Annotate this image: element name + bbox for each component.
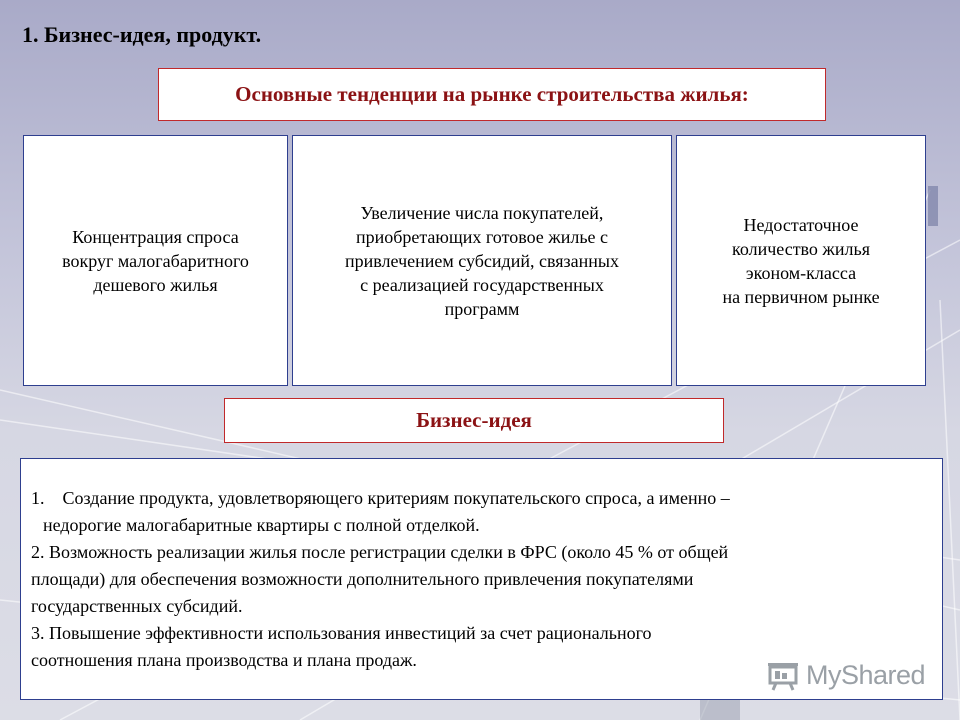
business-idea-label: Бизнес-идея (416, 408, 532, 432)
trend-box-buyers (292, 135, 672, 386)
presentation-screen-icon (766, 659, 800, 691)
list-item-3-line-2: соотношения плана производства и плана продаж. (31, 650, 417, 670)
list-item-1-line-1 (31, 485, 932, 512)
slide-title: 1. Бизнес-идея, продукт. (22, 22, 262, 47)
list-item-1-line-2: недорогие малогабаритные квартиры с полной отделкой. (43, 515, 480, 535)
trend-text-shortage: Недостаточное количество жилья эконом-класса на первичном рынке (722, 214, 880, 307)
business-idea-label-box (224, 398, 724, 443)
trend-text-buyers: Увеличение числа покупателей, приобретающих готовое жилье с привлечением субсидий, связанных с реализацией государственных программ (345, 202, 619, 319)
trends-header (158, 68, 826, 121)
list-item-1-number: 1. (31, 488, 45, 508)
list-item-2-line-2: площади) для обеспечения возможности дополнительного привлечения покупателями (31, 569, 694, 589)
trend-text-demand: Концентрация спроса вокруг малогабаритного дешевого жилья (62, 226, 249, 295)
watermark (766, 656, 926, 694)
list-item-3-line-1: 3. Повышение эффективности использования инвестиций за счет рационального (31, 623, 652, 643)
list-item-2-line-1: 2. Возможность реализации жилья после регистрации сделки в ФРС (около 45 % от общей (31, 542, 729, 562)
trends-header-text: Основные тенденции на рынке строительства жилья: (235, 82, 749, 106)
list-item-1-text: Создание продукта, удовлетворяющего критериям покупательского спроса, а именно – (62, 488, 730, 508)
trend-box-demand (23, 135, 288, 386)
list-item-2-line-3: государственных субсидий. (31, 596, 243, 616)
trend-box-shortage (676, 135, 926, 386)
watermark-text: MyShared (806, 659, 926, 690)
